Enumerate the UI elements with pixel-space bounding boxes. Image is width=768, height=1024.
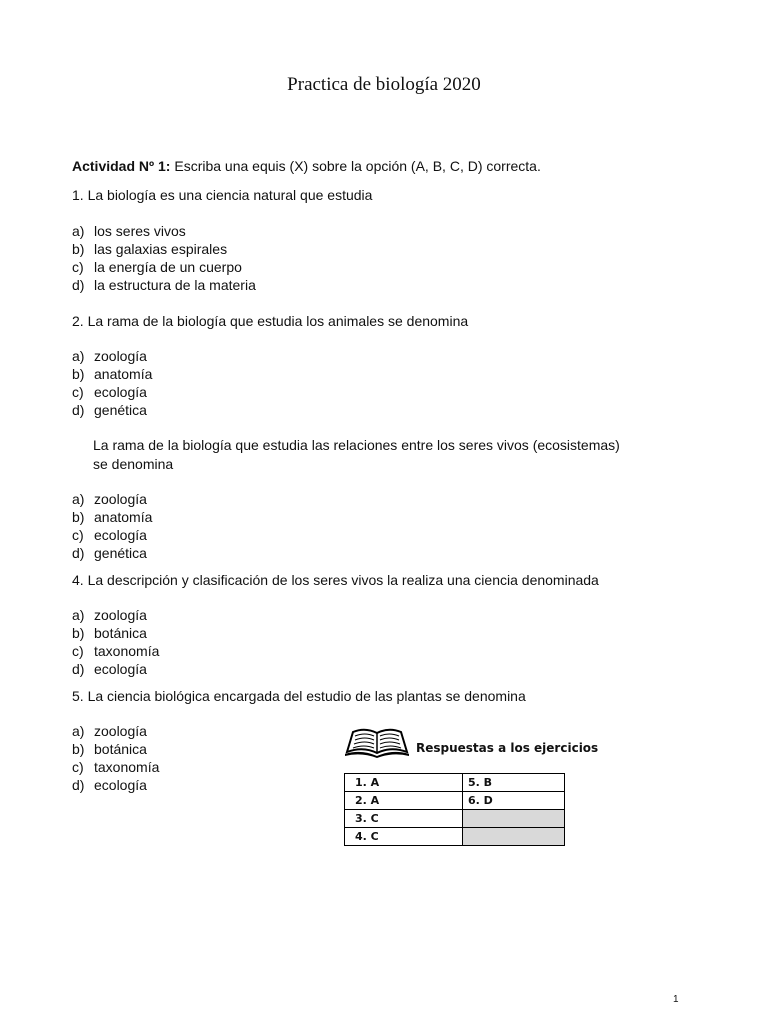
option-text: taxonomía (94, 759, 160, 775)
option-c (72, 258, 256, 276)
question-5-options (72, 722, 159, 794)
question-1-options (72, 222, 256, 294)
table-cell: 6. D (463, 792, 565, 810)
table-cell: 1. A (345, 774, 463, 792)
question-4-options (72, 606, 159, 678)
option-text: zoología (94, 607, 147, 623)
option-text: zoología (94, 723, 147, 739)
table-cell: 2. A (345, 792, 463, 810)
option-text: anatomía (94, 366, 153, 382)
option-text: las galaxias espirales (94, 241, 228, 257)
option-letter: c) (72, 759, 84, 775)
option-text: genética (94, 545, 147, 561)
option-letter: d) (72, 777, 85, 793)
table-cell-empty (463, 810, 565, 828)
option-text: los seres vivos (94, 223, 186, 239)
option-letter: a) (72, 491, 85, 507)
option-letter: b) (72, 625, 85, 641)
page-number: 1 (673, 994, 679, 1005)
option-letter: c) (72, 384, 84, 400)
question-3-text-line1: La rama de la biología que estudia las relaciones entre los seres vivos (ecosistemas) (93, 437, 620, 453)
question-1-text: 1. La biología es una ciencia natural que estudia (72, 187, 373, 203)
option-letter: b) (72, 366, 85, 382)
option-d (72, 276, 256, 294)
option-letter: d) (72, 545, 85, 561)
open-book-icon (343, 724, 411, 758)
option-b (72, 240, 256, 258)
activity-label: Actividad Nº 1: (72, 158, 171, 174)
question-3-text-line2: se denomina (93, 456, 174, 472)
option-letter: a) (72, 348, 85, 364)
option-c (72, 758, 159, 776)
option-b (72, 740, 159, 758)
option-letter: a) (72, 723, 85, 739)
option-letter: b) (72, 741, 85, 757)
table-row (345, 792, 565, 810)
option-a (72, 222, 256, 240)
question-4-text: 4. La descripción y clasificación de los seres vivos la realiza una ciencia denominada (72, 572, 599, 588)
option-text: ecología (94, 661, 147, 677)
table-row (345, 810, 565, 828)
option-text: botánica (94, 741, 147, 757)
option-text: zoología (94, 348, 147, 364)
table-cell: 3. C (345, 810, 463, 828)
option-letter: b) (72, 509, 85, 525)
answers-table (344, 773, 565, 846)
option-c (72, 642, 159, 660)
option-letter: c) (72, 527, 84, 543)
option-b (72, 508, 152, 526)
option-text: ecología (94, 384, 147, 400)
option-text: la energía de un cuerpo (94, 259, 242, 275)
question-5-text: 5. La ciencia biológica encargada del estudio de las plantas se denomina (72, 688, 526, 704)
page-title: Practica de biología 2020 (287, 74, 481, 95)
option-text: zoología (94, 491, 147, 507)
option-b (72, 365, 152, 383)
table-row (345, 774, 565, 792)
option-a (72, 722, 159, 740)
option-letter: d) (72, 661, 85, 677)
option-text: taxonomía (94, 643, 160, 659)
option-d (72, 776, 159, 794)
option-letter: a) (72, 223, 85, 239)
table-cell: 4. C (345, 828, 463, 846)
option-c (72, 526, 152, 544)
table-cell-empty (463, 828, 565, 846)
option-a (72, 490, 152, 508)
activity-instruction (72, 157, 541, 175)
option-text: ecología (94, 527, 147, 543)
option-letter: b) (72, 241, 85, 257)
table-row (345, 828, 565, 846)
option-d (72, 401, 152, 419)
answers-heading: Respuestas a los ejercicios (416, 741, 599, 755)
table-cell: 5. B (463, 774, 565, 792)
option-letter: c) (72, 643, 84, 659)
option-a (72, 606, 159, 624)
option-letter: a) (72, 607, 85, 623)
option-d (72, 660, 159, 678)
option-a (72, 347, 152, 365)
option-text: genética (94, 402, 147, 418)
activity-text: Escriba una equis (X) sobre la opción (A, B, C, D) correcta. (174, 158, 541, 174)
option-text: la estructura de la materia (94, 277, 256, 293)
option-d (72, 544, 152, 562)
question-3-options (72, 490, 152, 562)
option-b (72, 624, 159, 642)
option-letter: c) (72, 259, 84, 275)
option-letter: d) (72, 277, 85, 293)
question-2-options (72, 347, 152, 419)
option-text: anatomía (94, 509, 153, 525)
option-text: botánica (94, 625, 147, 641)
question-2-text: 2. La rama de la biología que estudia los animales se denomina (72, 313, 469, 329)
option-letter: d) (72, 402, 85, 418)
option-c (72, 383, 152, 401)
option-text: ecología (94, 777, 147, 793)
